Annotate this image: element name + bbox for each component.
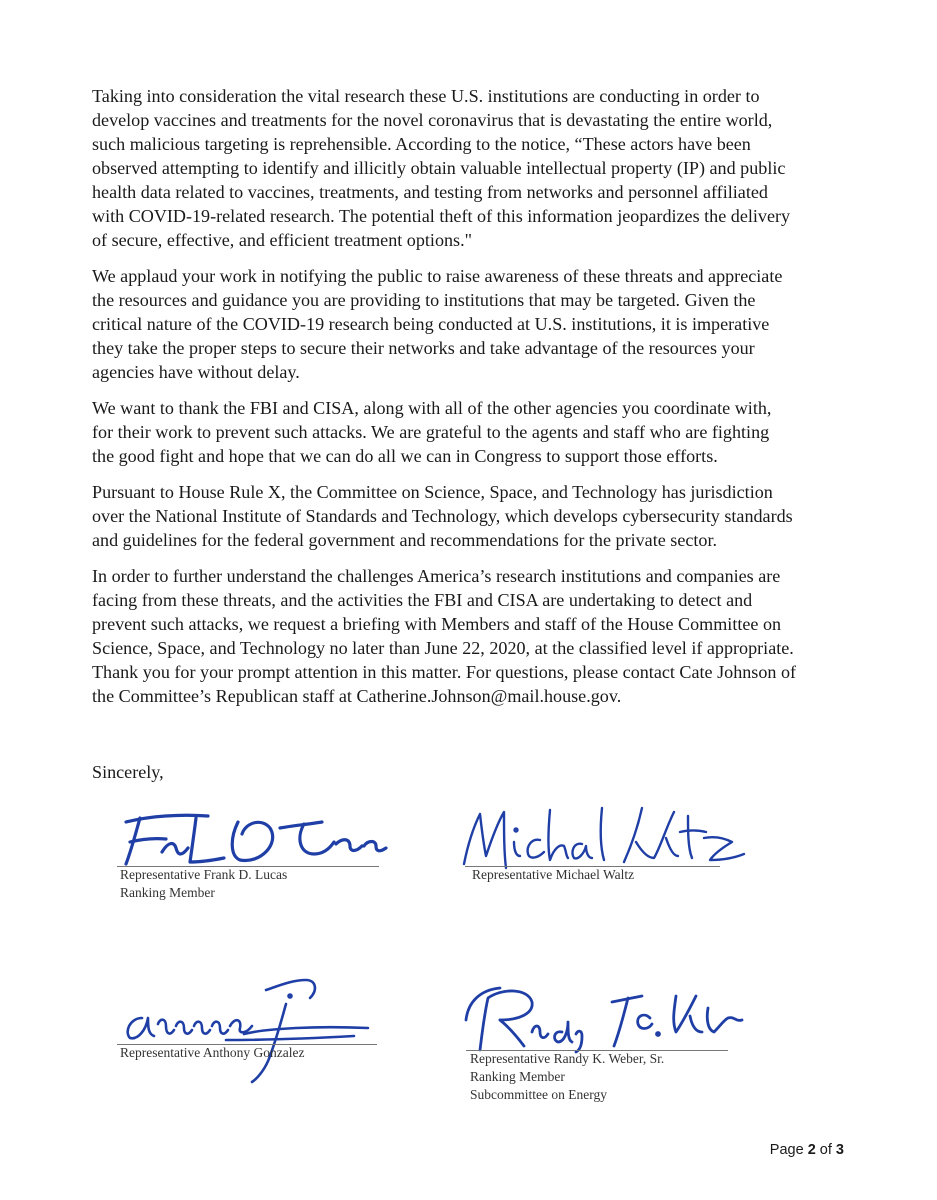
signatory-lucas xyxy=(120,866,287,902)
signature-lucas xyxy=(110,808,400,870)
text-line: Thank you for your prompt attention in this matter. For questions, please contact Cate Johnson of xyxy=(92,662,797,682)
paragraph-5 xyxy=(92,564,852,708)
current-page: 2 xyxy=(807,1142,816,1158)
paragraph-4 xyxy=(92,480,852,552)
text-line: prevent such attacks, we request a briefing with Members and staff of the House Committee on xyxy=(92,614,782,634)
signatory-waltz xyxy=(472,866,634,884)
text-line: Taking into consideration the vital research these U.S. institutions are conducting in order to xyxy=(92,86,760,106)
text-line: for their work to prevent such attacks. We are grateful to the agents and staff who are fighting xyxy=(92,422,770,442)
page-number xyxy=(770,1142,844,1158)
signature-gonzalez xyxy=(118,968,380,1088)
text-line: agencies have without delay. xyxy=(92,362,300,382)
text-line: facing from these threats, and the activities the FBI and CISA are undertaking to detect and xyxy=(92,590,753,610)
signatory-name: Representative Frank D. Lucas xyxy=(120,867,288,882)
text-line: Pursuant to House Rule X, the Committee on Science, Space, and Technology has jurisdiction xyxy=(92,482,773,502)
text-line: develop vaccines and treatments for the novel coronavirus that is devastating the entire world, xyxy=(92,110,773,130)
page-prefix: Page xyxy=(769,1142,808,1158)
text-line: health data related to vaccines, treatments, and testing from networks and personnel affiliated xyxy=(92,182,768,202)
paragraph-2 xyxy=(92,264,852,384)
text-line: with COVID-19-related research. The potential theft of this information jeopardizes the delivery xyxy=(92,206,791,226)
signatory-subtitle: Subcommittee on Energy xyxy=(470,1087,607,1102)
text-line: Science, Space, and Technology no later than June 22, 2020, at the classified level if appropriate. xyxy=(92,638,794,658)
signatory-name: Representative Randy K. Weber, Sr. xyxy=(470,1051,665,1066)
text-line: In order to further understand the challenges America’s research institutions and companies are xyxy=(92,566,781,586)
signatory-weber xyxy=(470,1050,664,1104)
text-line: the good fight and hope that we can do all we can in Congress to support those efforts. xyxy=(92,446,718,466)
closing-salutation: Sincerely, xyxy=(92,762,164,782)
signatory-name: Representative Anthony Gonzalez xyxy=(120,1045,305,1060)
signature-weber xyxy=(452,980,752,1056)
text-line: critical nature of the COVID-19 research being conducted at U.S. institutions, it is imperative xyxy=(92,314,770,334)
text-line: We applaud your work in notifying the public to raise awareness of these threats and appreciate xyxy=(92,266,783,286)
text-line: of secure, effective, and efficient treatment options." xyxy=(92,230,472,250)
page-separator: of xyxy=(815,1142,836,1158)
paragraph-1 xyxy=(92,84,852,252)
total-pages: 3 xyxy=(835,1142,844,1158)
signatory-title: Ranking Member xyxy=(120,885,215,900)
paragraph-3 xyxy=(92,396,852,468)
text-line: they take the proper steps to secure their networks and take advantage of the resources your xyxy=(92,338,755,358)
text-line: over the National Institute of Standards and Technology, which develops cybersecurity standards xyxy=(92,506,793,526)
text-line: We want to thank the FBI and CISA, along with all of the other agencies you coordinate with, xyxy=(92,398,772,418)
letter-body xyxy=(92,84,852,720)
text-line: the resources and guidance you are providing to institutions that may be targeted. Given the xyxy=(92,290,756,310)
text-line: and guidelines for the federal government and recommendations for the private sector. xyxy=(92,530,718,550)
signatory-name: Representative Michael Waltz xyxy=(472,867,635,882)
signatory-gonzalez xyxy=(120,1044,304,1062)
signatory-title: Ranking Member xyxy=(470,1069,565,1084)
text-line: the Committee’s Republican staff at Catherine.Johnson@mail.house.gov. xyxy=(92,686,622,706)
text-line: such malicious targeting is reprehensible. According to the notice, “These actors have been xyxy=(92,134,751,154)
text-line: observed attempting to identify and illicitly obtain valuable intellectual property (IP) and public xyxy=(92,158,786,178)
